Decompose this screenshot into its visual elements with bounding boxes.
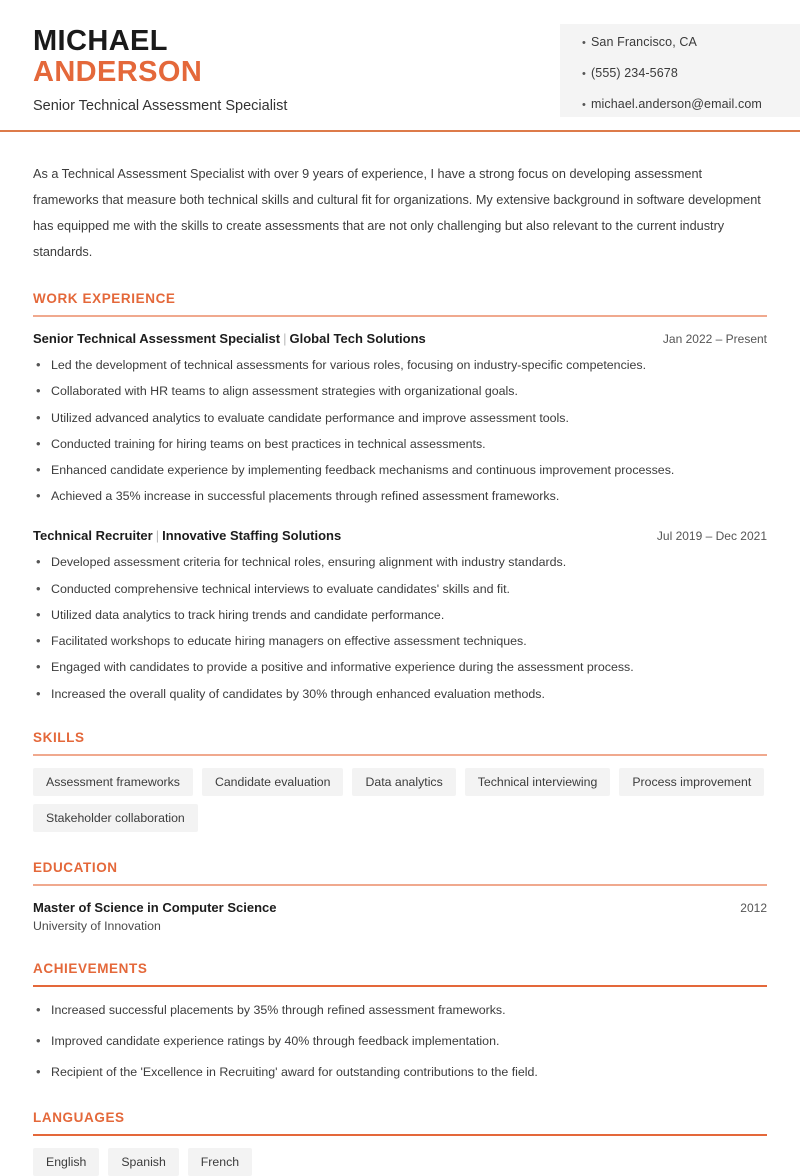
section-title-work-experience: WORK EXPERIENCE [33, 291, 176, 307]
education-degree: Master of Science in Computer Science [33, 899, 277, 915]
experience-company: Global Tech Solutions [289, 331, 426, 347]
language-chip: Spanish [108, 1148, 178, 1176]
skills-chip-list [33, 768, 773, 832]
experience-bullet-list [33, 356, 767, 506]
skill-chip: Technical interviewing [465, 768, 611, 796]
experience-date: Jan 2022 – Present [662, 332, 767, 347]
skill-chip: Stakeholder collaboration [33, 804, 198, 832]
education-year: 2012 [740, 900, 767, 915]
experience-bullet: • Engaged with candidates to provide a positive and informative experience during the assessment process. [33, 658, 767, 677]
section-title-skills: SKILLS [33, 729, 85, 745]
skill-chip: Assessment frameworks [33, 768, 193, 796]
contact-item-location [582, 36, 800, 49]
contact-phone-text[interactable]: (555) 234-5678 [591, 66, 678, 80]
languages-chip-list [33, 1148, 773, 1176]
experience-bullet: • Developed assessment criteria for technical roles, ensuring alignment with industry standards. [33, 553, 767, 572]
achievement-bullet: • Increased successful placements by 35% through refined assessment frameworks. [33, 1001, 767, 1020]
experience-company: Innovative Staffing Solutions [162, 528, 342, 544]
experience-role: Senior Technical Assessment Specialist [33, 331, 281, 347]
skill-chip: Data analytics [352, 768, 455, 796]
language-chip: French [188, 1148, 252, 1176]
contact-block [560, 24, 800, 117]
contact-location-text: San Francisco, CA [591, 35, 697, 49]
skill-chip: Candidate evaluation [202, 768, 344, 796]
experience-entry-header [33, 528, 767, 543]
bullet-icon: • [582, 37, 586, 49]
experience-bullet: • Enhanced candidate experience by implementing feedback mechanisms and continuous improvement processes. [33, 461, 767, 480]
experience-entry [33, 331, 767, 506]
achievement-bullet: • Improved candidate experience ratings by 40% through feedback implementation. [33, 1032, 767, 1051]
header-divider [0, 130, 800, 132]
section-divider [33, 1134, 767, 1136]
resume-content [0, 161, 800, 1176]
experience-bullet: • Collaborated with HR teams to align assessment strategies with organizational goals. [33, 382, 767, 401]
experience-bullet: • Led the development of technical assessments for various roles, focusing on industry-specific competencies. [33, 356, 767, 375]
experience-role: Technical Recruiter [33, 528, 153, 544]
experience-entry-header [33, 331, 767, 346]
resume-header [0, 0, 800, 131]
bullet-icon: • [582, 99, 586, 111]
experience-bullet: • Achieved a 35% increase in successful placements through refined assessment frameworks. [33, 487, 767, 506]
first-name: MICHAEL [33, 25, 168, 57]
identity-block [33, 26, 287, 114]
last-name: ANDERSON [33, 56, 203, 89]
section-title-languages: LANGUAGES [33, 1110, 125, 1126]
experience-bullet: • Conducted comprehensive technical interviews to evaluate candidates' skills and fit. [33, 580, 767, 599]
experience-title-line [33, 528, 341, 543]
title-separator: | [283, 331, 287, 347]
achievement-bullet: • Recipient of the 'Excellence in Recruiting' award for outstanding contributions to the field. [33, 1063, 767, 1082]
education-school: University of Innovation [33, 918, 161, 933]
language-chip: English [33, 1148, 99, 1176]
section-divider [33, 985, 767, 987]
section-achievements [33, 961, 767, 1083]
skill-chip: Process improvement [619, 768, 764, 796]
section-languages [33, 1110, 767, 1176]
achievements-bullet-list [33, 1001, 767, 1083]
experience-title-line [33, 331, 426, 346]
section-divider [33, 754, 767, 756]
experience-bullet-list [33, 553, 767, 703]
experience-bullet: • Utilized data analytics to track hiring trends and candidate performance. [33, 606, 767, 625]
professional-summary: As a Technical Assessment Specialist with over 9 years of experience, I have a strong focus on developing assessment frameworks that measure both technical skills and cultural fit for organizations. My extensive background in software development has equipped me with the skills to create assessments that are not only challenging but also relevant to the current industry standards. [33, 167, 761, 260]
experience-bullet: • Utilized advanced analytics to evaluate candidate performance and improve assessment tools. [33, 409, 767, 428]
experience-bullet: • Increased the overall quality of candidates by 30% through enhanced evaluation methods. [33, 685, 767, 704]
education-entry [33, 900, 767, 933]
experience-date: Jul 2019 – Dec 2021 [656, 529, 767, 544]
section-education [33, 860, 767, 933]
contact-item-email[interactable] [582, 98, 800, 111]
bullet-icon: • [582, 68, 586, 80]
section-skills [33, 730, 767, 832]
contact-item-phone[interactable] [582, 67, 800, 80]
section-divider [33, 315, 767, 317]
section-work-experience [33, 291, 767, 704]
experience-entry [33, 528, 767, 703]
experience-bullet: • Conducted training for hiring teams on best practices in technical assessments. [33, 435, 767, 454]
section-title-education: EDUCATION [33, 859, 118, 875]
section-divider [33, 884, 767, 886]
section-title-achievements: ACHIEVEMENTS [33, 960, 148, 976]
title-separator: | [155, 528, 160, 544]
education-entry-header [33, 900, 767, 915]
experience-bullet: • Facilitated workshops to educate hiring managers on effective assessment techniques. [33, 632, 767, 651]
contact-email-text[interactable]: michael.anderson@email.com [591, 97, 762, 111]
professional-title: Senior Technical Assessment Specialist [33, 97, 288, 114]
